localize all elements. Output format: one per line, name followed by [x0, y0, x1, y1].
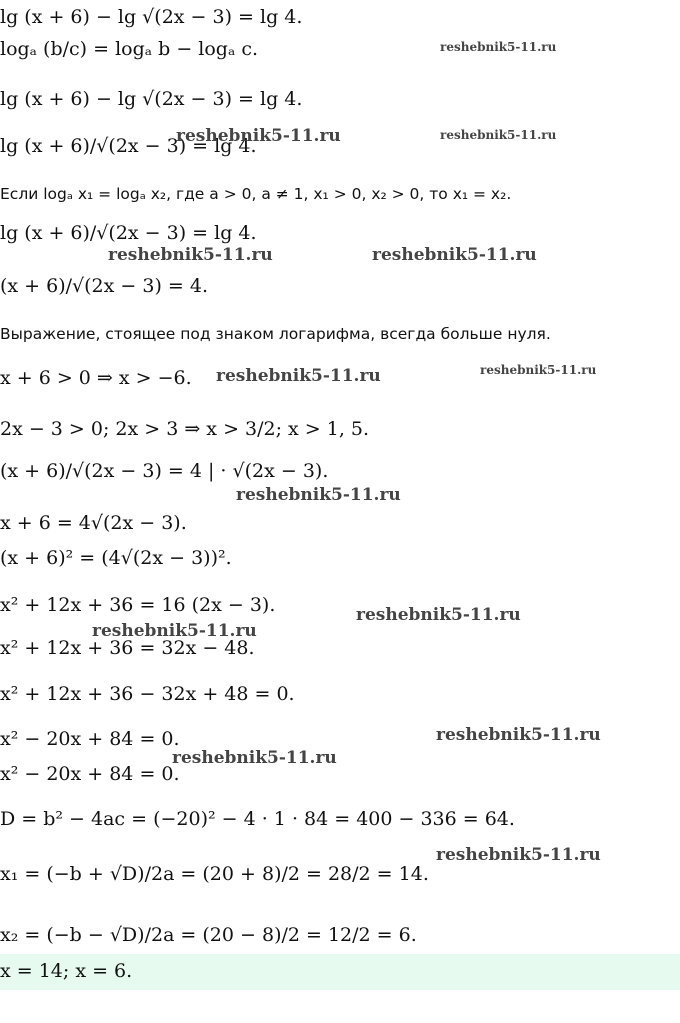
watermark: reshebnik5-11.ru: [436, 725, 601, 745]
watermark: reshebnik5-11.ru: [92, 621, 257, 641]
equation-line-3: lg (x + 6) − lg √(2x − 3) = lg 4.: [0, 88, 303, 110]
answer-box: [0, 954, 680, 990]
equation-line-13: (x + 6)² = (4√(2x − 3))².: [0, 547, 232, 569]
watermark: reshebnik5-11.ru: [236, 485, 401, 505]
equation-line-20: x₁ = (−b + √D)/2a = (20 + 8)/2 = 28/2 = 14.: [0, 863, 429, 885]
watermark: reshebnik5-11.ru: [216, 366, 381, 386]
watermark: reshebnik5-11.ru: [372, 245, 537, 265]
equation-line-4: lg (x + 6)/√(2x − 3) = lg 4.: [0, 135, 257, 157]
equation-line-2: logₐ (b/c) = logₐ b − logₐ c.: [0, 38, 259, 60]
domain-text-line: Выражение, стоящее под знаком логарифма, всегда больше нуля.: [0, 325, 551, 343]
watermark: reshebnik5-11.ru: [176, 126, 341, 146]
rule-text-line: Если logₐ x₁ = logₐ x₂, где a > 0, a ≠ 1, x₁ > 0, x₂ > 0, то x₁ = x₂.: [0, 185, 512, 203]
equation-line-15: x² + 12x + 36 = 32x − 48.: [0, 637, 255, 659]
equation-line-14: x² + 12x + 36 = 16 (2x − 3).: [0, 594, 276, 616]
watermark: reshebnik5-11.ru: [108, 245, 273, 265]
equation-line-12: x + 6 = 4√(2x − 3).: [0, 512, 187, 534]
equation-line-21: x₂ = (−b − √D)/2a = (20 − 8)/2 = 12/2 = 6.: [0, 924, 417, 946]
watermark: reshebnik5-11.ru: [480, 363, 597, 377]
equation-line-7: (x + 6)/√(2x − 3) = 4.: [0, 275, 208, 297]
equation-line-16: x² + 12x + 36 − 32x + 48 = 0.: [0, 683, 295, 705]
equation-line-9: x + 6 > 0 ⇒ x > −6.: [0, 367, 192, 389]
equation-line-6: lg (x + 6)/√(2x − 3) = lg 4.: [0, 222, 257, 244]
equation-line-1: lg (x + 6) − lg √(2x − 3) = lg 4.: [0, 6, 303, 28]
watermark: reshebnik5-11.ru: [172, 748, 337, 768]
equation-line-11: (x + 6)/√(2x − 3) = 4 | · √(2x − 3).: [0, 460, 329, 482]
equation-line-19: D = b² − 4ac = (−20)² − 4 · 1 · 84 = 400 − 336 = 64.: [0, 808, 515, 830]
watermark: reshebnik5-11.ru: [440, 128, 557, 142]
answer-text: x = 14; x = 6.: [0, 960, 133, 982]
equation-line-18: x² − 20x + 84 = 0.: [0, 763, 180, 785]
watermark: reshebnik5-11.ru: [356, 605, 521, 625]
equation-line-17: x² − 20x + 84 = 0.: [0, 728, 180, 750]
watermark: reshebnik5-11.ru: [440, 40, 557, 54]
equation-line-10: 2x − 3 > 0; 2x > 3 ⇒ x > 3/2; x > 1, 5.: [0, 418, 370, 440]
watermark: reshebnik5-11.ru: [436, 845, 601, 865]
